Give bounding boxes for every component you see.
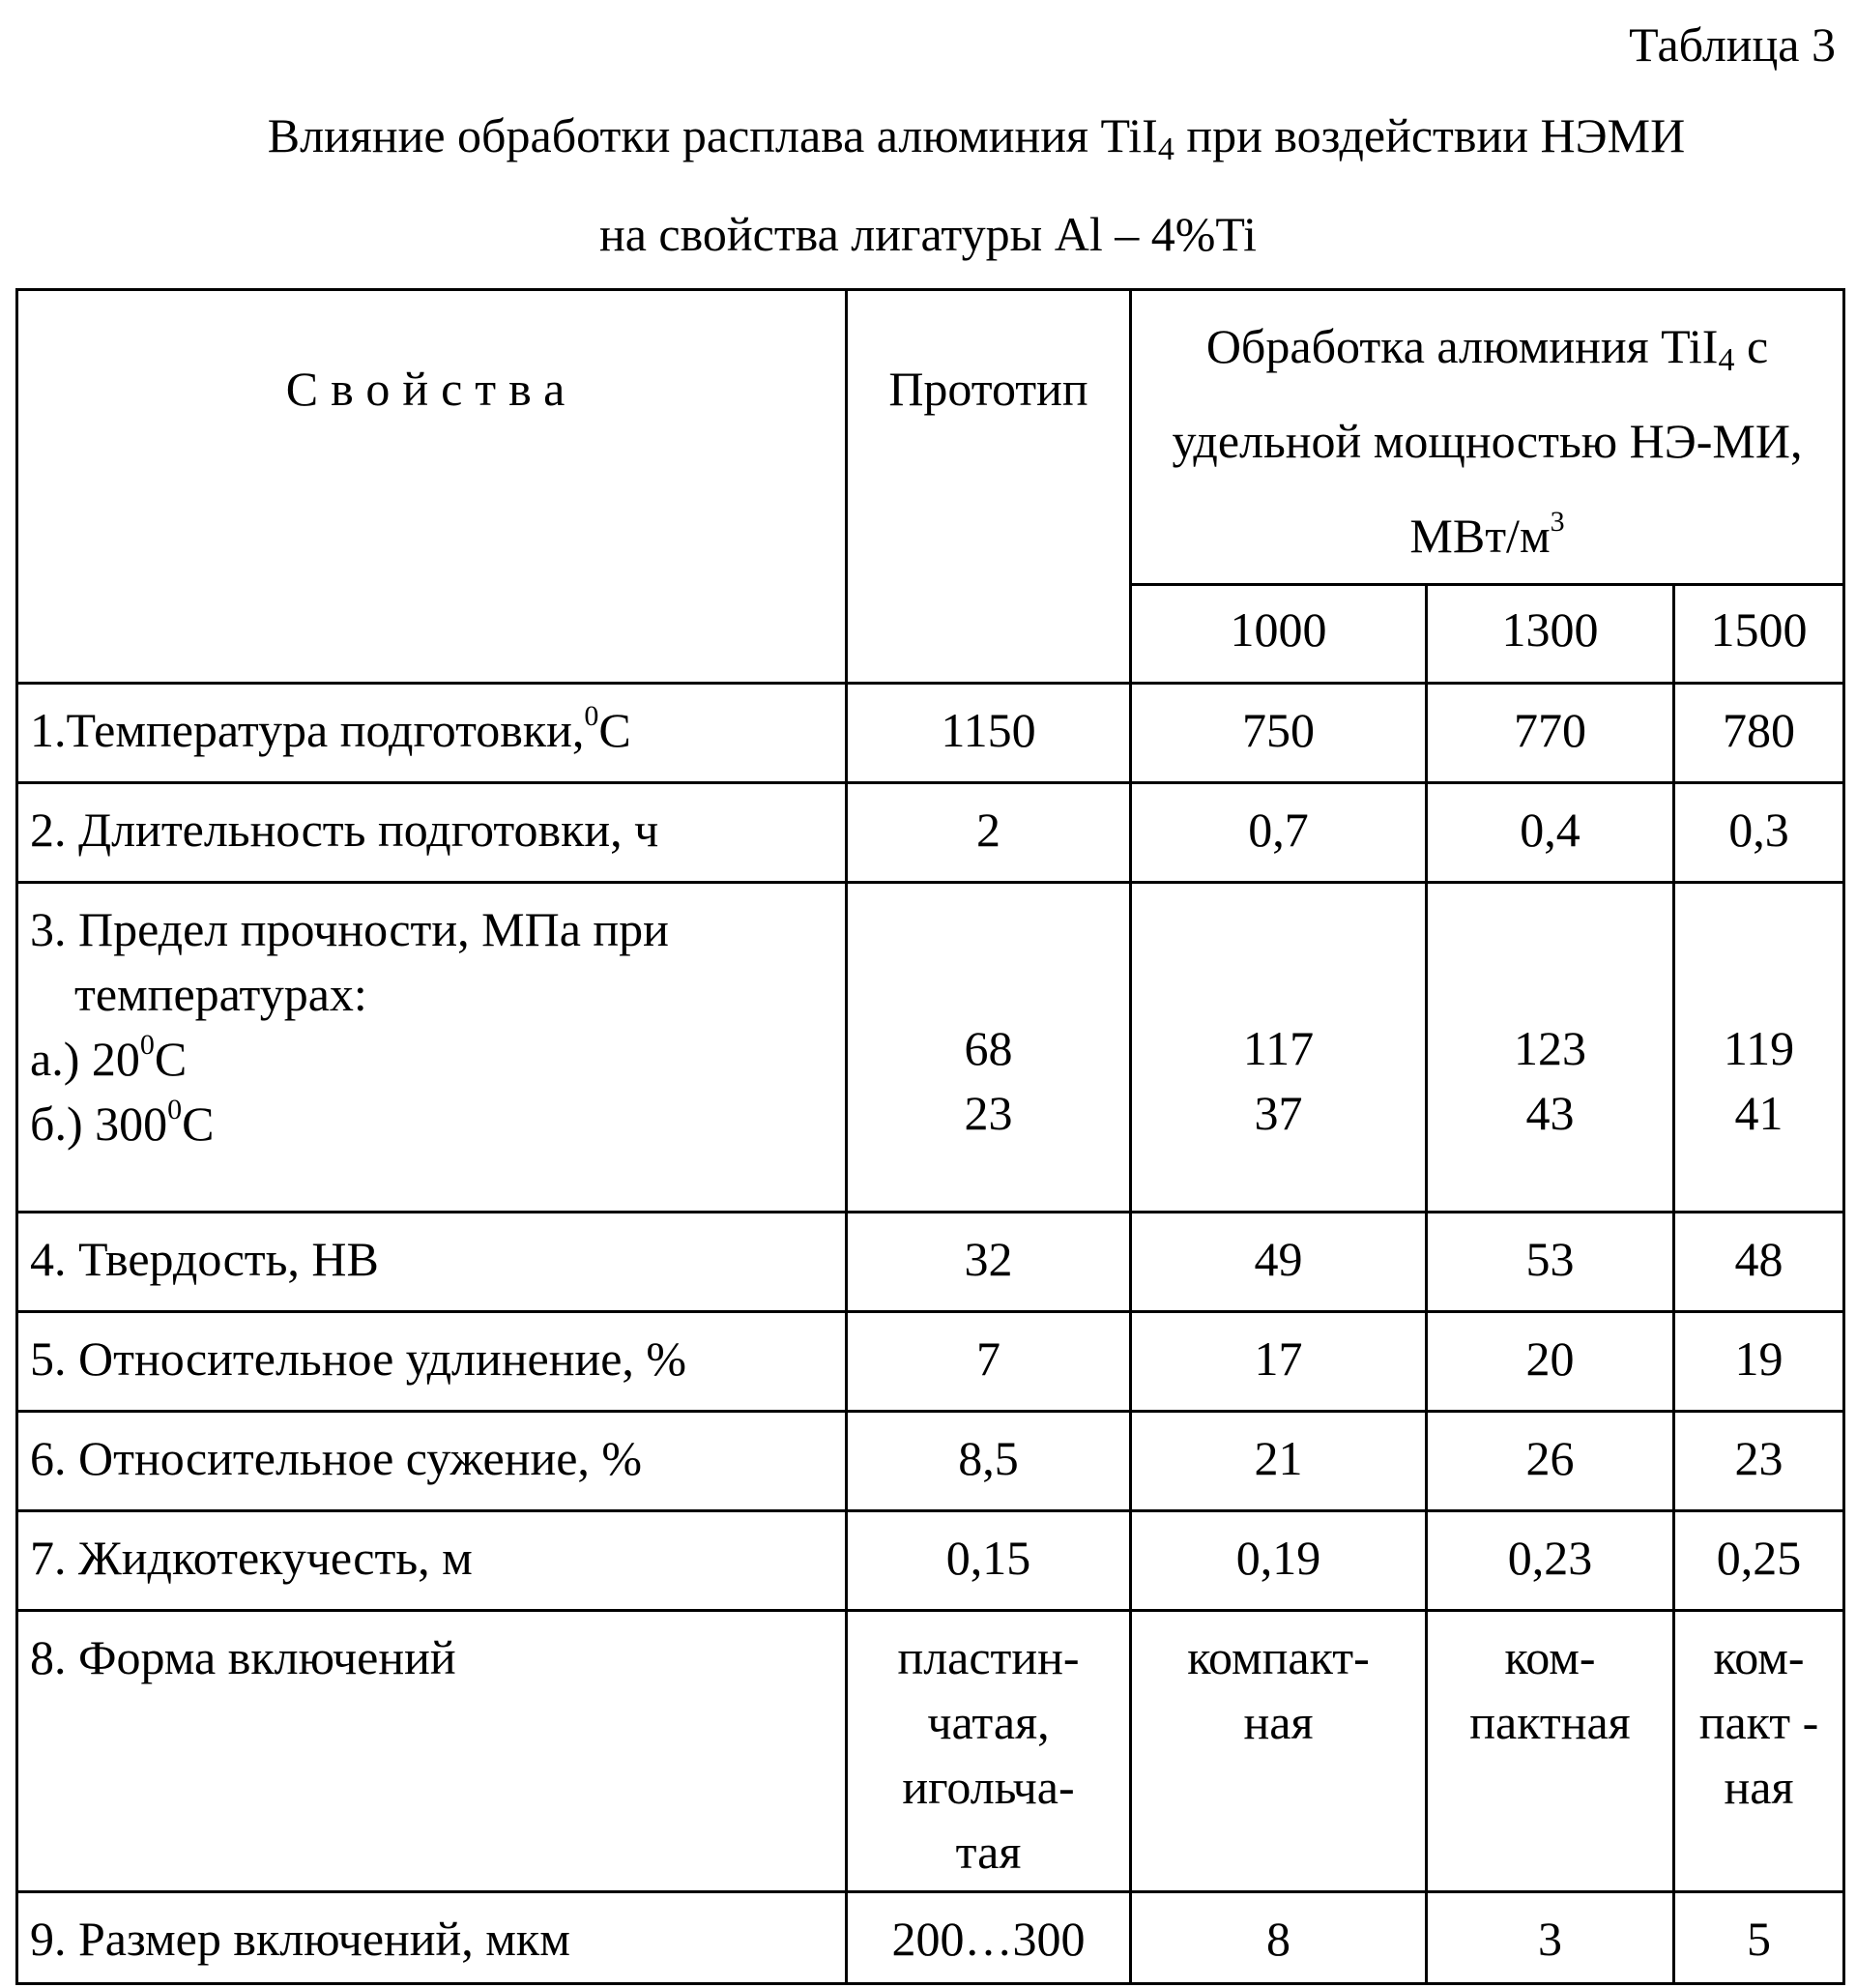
cell-value: 0,15 [847,1511,1131,1611]
cell-value: пластин- чатая, игольча- тая [847,1611,1131,1892]
cell-value: 8 [1131,1892,1427,1984]
table-caption-line-1: Влияние обработки расплава алюминия TiI4 при воздействии НЭМИ [135,106,1817,164]
strength-sub-20: а.) 200С [30,1027,833,1092]
table-row [17,684,1844,783]
cell-value: 8,5 [847,1412,1131,1511]
row-label-elongation: 5. Относительное удлинение, % [17,1312,847,1412]
cell-value: 200…300 [847,1892,1131,1984]
header-property: Свойства [17,290,847,684]
cell-value: 123 43 [1427,883,1674,1213]
cell-value: 0,25 [1674,1511,1844,1611]
table-row [17,783,1844,883]
header-power-1500: 1500 [1674,585,1844,684]
row-label-inclusion-shape: 8. Форма включений [17,1611,847,1892]
cell-value: 750 [1131,684,1427,783]
row-label-inclusion-size: 9. Размер включений, мкм [17,1892,847,1984]
cell-value: 19 [1674,1312,1844,1412]
cell-value: 0,23 [1427,1511,1674,1611]
cell-value: 5 [1674,1892,1844,1984]
table-row [17,1892,1844,1984]
strength-label-line-2: температурах: [30,962,833,1027]
cell-value: 0,19 [1131,1511,1427,1611]
cell-value: 117 37 [1131,883,1427,1213]
cell-value: 780 [1674,684,1844,783]
cell-value: 48 [1674,1213,1844,1312]
row-label-fluidity: 7. Жидкотекучесть, м [17,1511,847,1611]
header-power-1000: 1000 [1131,585,1427,684]
row-label-temperature: 1.Температура подготовки,0С [17,684,847,783]
table-row [17,1213,1844,1312]
cell-value: компакт- ная [1131,1611,1427,1892]
row-label-reduction: 6. Относительное сужение, % [17,1412,847,1511]
cell-value: 3 [1427,1892,1674,1984]
cell-value: 23 [1674,1412,1844,1511]
cell-value: 1150 [847,684,1131,783]
header-power-1300: 1300 [1427,585,1674,684]
table-row [17,883,1844,1213]
cell-value: 770 [1427,684,1674,783]
cell-value: 26 [1427,1412,1674,1511]
header-treatment-group: Обработка алюминия TiI4 с удельной мощностью НЭ-МИ, МВт/м3 [1131,290,1844,585]
cell-value: 17 [1131,1312,1427,1412]
table-row [17,1312,1844,1412]
cell-value: 53 [1427,1213,1674,1312]
cell-value: 20 [1427,1312,1674,1412]
table-row [17,1611,1844,1892]
cell-value: ком- пактная [1427,1611,1674,1892]
cell-value: ком- пакт - ная [1674,1611,1844,1892]
header-prototype: Прототип [847,290,1131,684]
cell-value: 0,7 [1131,783,1427,883]
row-label-hardness: 4. Твердость, НВ [17,1213,847,1312]
cell-value: 21 [1131,1412,1427,1511]
row-label-duration: 2. Длительность подготовки, ч [17,783,847,883]
strength-sub-300: б.) 3000С [30,1092,833,1156]
cell-value: 7 [847,1312,1131,1412]
properties-table [15,288,1845,1985]
cell-value: 0,4 [1427,783,1674,883]
cell-value: 49 [1131,1213,1427,1312]
cell-value: 68 23 [847,883,1131,1213]
row-label-strength [17,883,847,1213]
cell-value: 32 [847,1213,1131,1312]
cell-value: 119 41 [1674,883,1844,1213]
table-number: Таблица 3 [1629,15,1836,73]
table-row [17,1511,1844,1611]
strength-label-line-1: 3. Предел прочности, МПа при [30,897,833,962]
table-row [17,1412,1844,1511]
cell-value: 0,3 [1674,783,1844,883]
table-caption-line-2: на свойства лигатуры Al – 4%Ti [0,205,1856,263]
cell-value: 2 [847,783,1131,883]
